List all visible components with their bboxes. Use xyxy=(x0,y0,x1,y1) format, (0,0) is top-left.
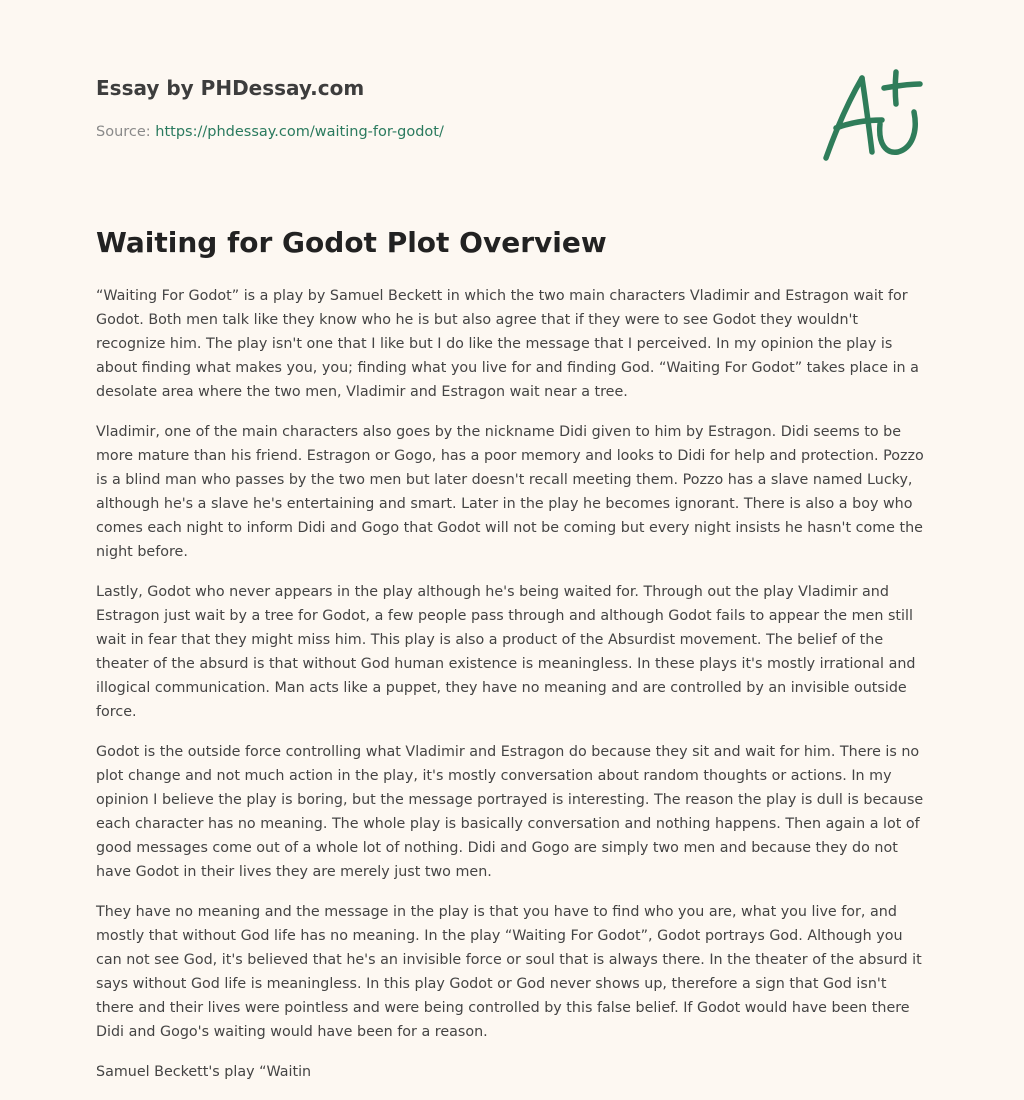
paragraph: Lastly, Godot who never appears in the play although he's being waited for. Through out the play Vladimir and Estragon just wait by a tree for Godot, a few people pass through and although Godot fails to appear the men still wait in fear that they might miss him. This play is also a product of the Absurdist movement. The belief of the theater of the absurd is that without God human existence is meaningless. In these plays it's mostly irrational and illogical communication. Man acts like a puppet, they have no meaning and are controlled by an invisible outside force. xyxy=(96,584,916,720)
source-label: Source: xyxy=(96,124,151,140)
essay-body xyxy=(96,284,928,1100)
site-title: Essay by PHDessay.com xyxy=(96,76,365,100)
paragraph: “Waiting For Godot” is a play by Samuel Beckett in which the two main characters Vladimir and Estragon wait for Godot. Both men talk like they know who he is but also agree that if they were to see Godot they wouldn't recognize him. The play isn't one that I like but I do like the message that I perceived. In my opinion the play is about finding what makes you, you; finding what you live for and finding God. “Waiting For Godot” takes place in a desolate area where the two men, Vladimir and Estragon wait near a tree. xyxy=(96,288,919,400)
source-link[interactable]: https://phdessay.com/waiting-for-godot/ xyxy=(155,124,444,140)
paragraph: Godot is the outside force controlling what Vladimir and Estragon do because they sit and wait for him. There is no plot change and not much action in the play, it's mostly conversation about random thoughts or actions. In my opinion I believe the play is boring, but the message portrayed is interesting. The reason the play is dull is because each character has no meaning. The whole play is basically conversation and nothing happens. Then again a lot of good messages come out of a whole lot of nothing. Didi and Gogo are simply two men and because they do not have Godot in their lives they are merely just two men. xyxy=(96,744,924,880)
a-plus-logo-icon xyxy=(822,66,926,164)
paragraph: They have no meaning and the message in the play is that you have to find who you are, what you live for, and mostly that without God life has no meaning. In the play “Waiting For Godot”, Godot portrays God. Although you can not see God, it's believed that he's an invisible force or soul that is always there. In the theater of the absurd it says without God life is meaningless. In this play Godot or God never shows up, therefore a sign that God isn't there and their lives were pointless and were being controlled by this false belief. If Godot would have been there Didi and Gogo's waiting would have been for a reason. xyxy=(96,904,922,1040)
essay-title: Waiting for Godot Plot Overview xyxy=(96,226,607,259)
paragraph-truncated: Samuel Beckett's play “Waitin xyxy=(96,1064,312,1080)
source-line xyxy=(96,124,444,140)
paragraph: Vladimir, one of the main characters also goes by the nickname Didi given to him by Estragon. Didi seems to be more mature than his friend. Estragon or Gogo, has a poor memory and looks to Didi for help and protection. Pozzo is a blind man who passes by the two men but later doesn't recall meeting them. Pozzo has a slave named Lucky, although he's a slave he's entertaining and smart. Later in the play he becomes ignorant. There is also a boy who comes each night to inform Didi and Gogo that Godot will not be coming but every night insists he hasn't come the night before. xyxy=(96,424,924,560)
